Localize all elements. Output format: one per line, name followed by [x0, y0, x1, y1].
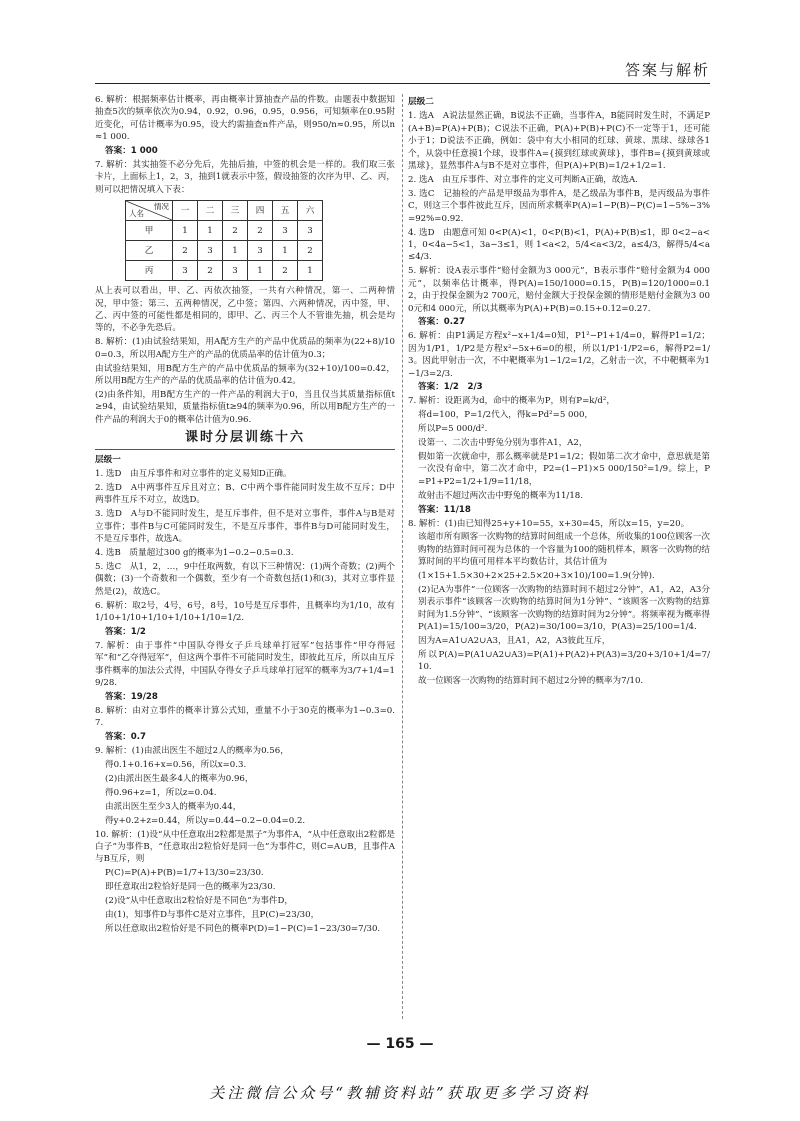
- l2-answer-7-line: 设第一、二次击中野兔分别为事件A1，A2，: [418, 438, 588, 449]
- row-name: 甲: [126, 221, 173, 241]
- l1-answer-5: 5. 选C 从1，2，…，9中任取两数，有以下三种情况：(1)两个奇数；(2)两个偶数；(3)一个奇数和一个偶数，至少有一个奇数包括(1)和(3)，其对立事件显然是(2)，故选C。: [95, 561, 395, 597]
- page-header: [95, 55, 710, 84]
- table-cell: 1: [298, 261, 323, 281]
- table-cell: 1: [273, 241, 298, 261]
- column-divider: [402, 94, 403, 1019]
- l2-answer-1: 1. 选A A说法显然正确，B说法不正确，当事件A，B能同时发生时，不满足P(A+B)=P(A)+P(B)；C说法不正确，P(A)+P(B)+P(C)不一定等于1，还可能小于1；D说法不正确，例如：袋中有大小相同的红球、黄球、黑球、绿球各1个，从袋中任意摸1个球，设事件A={摸到红球或黄球}，事件B={摸到黄球或黑球}，显然事件A与B不是对立事件，但P(A)+P(B)=1/2+1/2=1.: [408, 111, 710, 172]
- table-cell: 2: [198, 261, 223, 281]
- table-cell: 3: [273, 221, 298, 241]
- table-header-cell: 一: [173, 201, 198, 221]
- section-separator: [95, 449, 395, 450]
- l1-answer-10-line: P(C)=P(A)+P(B)=1/7+13/30=23/30.: [105, 868, 264, 879]
- level-two-label: 层级二: [408, 97, 434, 107]
- table-header-cell: 三: [223, 201, 248, 221]
- l1-answer-9-line: 得0.1+0.16+x=0.56，所以x=0.3.: [105, 759, 247, 770]
- answer-8-c: (2)由条件知，用B配方生产的一件产品的利润大于0，当且仅当其质量指标值t≥94，由试验结果知，质量指标值t≥94的频率为0.96，所以用B配方生产的一件产品的利润大于0的概率估计值为0.96.: [95, 390, 395, 425]
- l2-answer-8-line: 该超市所有顾客一次购物的结算时间组成一个总体，所收集的100位顾客一次购物的结算时间可视为总体的一个容量为100的随机样本，顾客一次购物的结算时间的平均值可用样本平均数估计，其估计值为: [418, 532, 710, 568]
- l2-answer-7-line: 7. 解析：设距离为d，命中的概率为P，则有P=k/d²，: [408, 396, 615, 407]
- answer-6-result: 答案：1 000: [105, 146, 158, 157]
- answer-8: 8. 解析：(1)由试验结果知，用A配方生产的产品中优质品的频率为(22+8)/100=0.3，所以用A配方生产的产品的优质品率的估计值为0.3；: [95, 337, 395, 360]
- table-cell: 1: [248, 261, 273, 281]
- l1-answer-9-line: (2)由派出医生最多4人的概率为0.96，: [105, 773, 254, 784]
- l2-answer-3: 3. 选C 记抽检的产品是甲级品为事件A，是乙级品为事件B，是丙级品为事件C，则这三个事件彼此互斥，因而所求概率P(A)=1−P(B)−P(C)=1−5%−3%=92%=0.92.: [408, 188, 710, 224]
- table-cell: 2: [223, 221, 248, 241]
- section-title: 课时分层训练十六: [184, 430, 305, 446]
- l2-answer-5: 5. 解析：设A表示事件“赔付金额为3 000元”，B表示事件“赔付金额为4 000元”，以频率估计概率，得P(A)=150/1000=0.15，P(B)=120/1000=0.12，由于投保金额为2 700元，赔付金额大于投保金额的情形是赔付金额为3 000元和4 000元，所以其概率为P(A)+P(B)=0.15+0.12=0.27.: [408, 266, 710, 314]
- l1-answer-2: 2. 选D A中两事件互斥且对立；B、C中两个事件能同时发生故不互斥；D中两事件互斥不对立，故选D。: [95, 482, 395, 506]
- l2-answer-7-line: 故射击不超过两次击中野兔的概率为11/18.: [418, 490, 583, 501]
- l2-answer-7-line: 将d=100，P=1/2代入，得k=Pd²=5 000，: [418, 410, 594, 421]
- l1-answer-6-result: 答案：1/2: [105, 626, 146, 637]
- table-header-cell: 六: [298, 201, 323, 221]
- l1-answer-1: 1. 选D 由互斥事件和对立事件的定义易知D正确。: [95, 469, 292, 480]
- table-header-cell: 四: [248, 201, 273, 221]
- right-column: [408, 94, 710, 689]
- l2-answer-8-line: 故一位顾客一次购物的结算时间不超过2分钟的概率为7/10.: [418, 676, 644, 687]
- l1-answer-9-line: 9. 解析：(1)由派出医生不超过2人的概率为0.56，: [95, 746, 289, 757]
- corner-bottom-label: 人名: [129, 208, 144, 218]
- l2-answer-2: 2. 选A 由互斥事件、对立事件的定义可判断A正确，故选A.: [408, 174, 638, 185]
- l1-answer-9-line: 得y+0.2+z=0.44，所以y=0.44−0.2−0.04=0.2.: [105, 815, 306, 826]
- l2-answer-8-line: 8. 解析：(1)由已知得25+y+10=55，x+30=45，所以x=15，y=20。: [408, 518, 690, 529]
- l1-answer-3: 3. 选D A与D不能同时发生，是互斥事件，但不是对立事件，事件A与B是对立事件；事件B与C可能同时发生，不是互斥事件，事件B与D可能同时发生，不是互斥事件，故选A。: [95, 509, 395, 545]
- l1-answer-10-line: 即任意取出2粒恰好是同一色的概率为23/30.: [105, 882, 276, 893]
- left-column: [95, 94, 395, 937]
- table-cell: 2: [298, 241, 323, 261]
- l1-answer-10-line: 所以任意取出2粒恰好是不同色的概率P(D)=1−P(C)=1−23/30=7/30.: [105, 923, 381, 934]
- table-header-row: [126, 201, 323, 221]
- l1-answer-4: 4. 选B 质量超过300 g的概率为1−0.2−0.5=0.3.: [95, 547, 294, 558]
- l1-answer-9-line: 由派出医生至少3人的概率为0.44，: [105, 801, 242, 812]
- l2-answer-6-result: 答案：1/2 2/3: [418, 382, 483, 393]
- table-cell: 3: [298, 221, 323, 241]
- row-name: 乙: [126, 241, 173, 261]
- l2-answer-4: 4. 选D 由题意可知 0<P(A)<1，0<P(B)<1，P(A)+P(B)≤1，即 0<2−a<1，0<4a−5<1，3a−3≤1，则 1<a<2，5/4<a<3/2，a≤4/3，解得5/4<a≤4/3.: [408, 227, 710, 263]
- footer-note: 关注微信公众号“教辅资料站”获取更多学习资料: [209, 1084, 591, 1102]
- corner-top-label: 情况: [154, 202, 169, 212]
- l1-answer-9-line: 得0.96+z=1，所以z=0.04.: [105, 787, 217, 798]
- l1-answer-10-line: 10. 解析：(1)设“从中任意取出2粒都是黑子”为事件A，“从中任意取出2粒都是白子”为事件B，“任意取出2粒恰好是同一色”为事件C，则C=A∪B，且事件A与B互斥，则: [95, 829, 395, 865]
- level-one-label: 层级一: [95, 454, 121, 465]
- table-cell: 1: [198, 221, 223, 241]
- table-row: [126, 241, 323, 261]
- answer-7-conclusion: 从上表可以看出，甲、乙、丙依次抽签，一共有六种情况，第一、二两种情况，甲中签；第三、五两种情况，乙中签；第四、六两种情况，丙中签，甲、乙、丙中签的可能性都是相同的，即甲、乙、丙三个人不管谁先抽，机会是均等的，不必争先恐后。: [95, 286, 395, 334]
- table-cell: 2: [173, 241, 198, 261]
- l2-answer-8-line: 所以P(A)=P(A1∪A2∪A3)=P(A1)+P(A2)+P(A3)=3/20+3/10+1/4=7/10.: [418, 650, 710, 673]
- table-corner: [126, 201, 173, 221]
- l1-answer-8-result: 答案：0.7: [105, 732, 147, 743]
- l1-answer-10-line: (2)设“从中任意取出2粒恰好是不同色”为事件D，: [105, 896, 294, 907]
- l1-answer-7-result: 答案：19/28: [105, 691, 158, 702]
- l2-answer-7-line: 所以P=5 000/d².: [418, 424, 488, 435]
- l1-answer-7: 7. 解析：由于事件“中国队夺得女子乒乓球单打冠军”包括事件“甲夺得冠军”和“乙夺得冠军”，但这两个事件不可能同时发生，即彼此互斥，所以由互斥事件概率的加法公式得，中国队夺得女子乒乓球单打冠军的概率为3/7+1/4=19/28.: [95, 640, 395, 689]
- answer-7: 7. 解析：其实抽签不必分先后，先抽后抽，中签的机会是一样的。我们取三张卡片，上面标上1，2，3，抽到1就表示中签，假设抽签的次序为甲、乙、丙，则可以把情况填入下表：: [95, 160, 395, 195]
- table-cell: 2: [273, 261, 298, 281]
- table-cell: 3: [198, 241, 223, 261]
- answer-6: 6. 解析：根据频率估计概率，再由概率计算抽查产品的件数。由题表中数据知抽查5次的频率依次为0.94，0.92，0.96，0.95，0.956，可知频率在0.95附近变化，可估计概率为0.95，设大约需抽查n件产品，则950/n≈0.95，所以n≈1 000.: [95, 95, 395, 143]
- answer-8-b: 由试验结果知，用B配方生产的产品中优质品的频率为(32+10)/100=0.42，所以用B配方生产的产品的优质品率的估计值为0.42。: [95, 363, 395, 387]
- l2-answer-5-result: 答案：0.27: [418, 317, 465, 328]
- table-header-cell: 五: [273, 201, 298, 221]
- l1-answer-8: 8. 解析：由对立事件的概率计算公式知，重量不小于30克的概率为1−0.3=0.7.: [95, 705, 395, 729]
- table-header-cell: 二: [198, 201, 223, 221]
- lottery-table: [125, 200, 323, 281]
- l2-answer-8-line: (2)记A为事件“一位顾客一次购物的结算时间不超过2分钟”，A1，A2，A3分别表示事件“该顾客一次购物的结算时间为1分钟”、“该顾客一次购物的结算时间为1.5分钟”、“该顾客一次购物的结算时间为2分钟”。将频率视为概率得P(A1)=15/100=3/20，P(A2)=30/100=3/10，P(A3)=25/100=1/4.: [418, 585, 710, 633]
- l2-answer-6: 6. 解析：由P1满足方程x²−x+1/4=0知，P1²−P1+1/4=0，解得P1=1/2；因为1/P1，1/P2是方程x²−5x+6=0的根，所以1/P1·1/P2=6，解得P2=1/3。因此甲射击一次，不中靶概率为1−1/2=1/2，乙射击一次，不中靶概率为1−1/3=2/3.: [408, 331, 710, 379]
- table-row: [126, 221, 323, 241]
- l2-answer-7-result: 答案：11/18: [418, 504, 471, 515]
- table-cell: 3: [248, 241, 273, 261]
- table-row: [126, 261, 323, 281]
- l2-answer-7-line: 假如第一次就命中，那么概率就是P1=1/2；假如第二次才命中，意思就是第一次没有命中，第二次才命中，P2=(1−P1)×5 000/150²=1/9。综上，P=P1+P2=1/2+1/9=11/18，: [418, 451, 710, 487]
- page-number: — 165 —: [366, 1036, 434, 1052]
- table-cell: 1: [223, 241, 248, 261]
- header-title: 答案与解析: [624, 61, 710, 79]
- l2-answer-8-line: (1×15+1.5×30+2×25+2.5×20+3×10)/100=1.9(分钟).: [418, 571, 655, 582]
- table-cell: 2: [248, 221, 273, 241]
- l2-answer-8-line: 因为A=A1∪A2∪A3，且A1，A2，A3彼此互斥，: [418, 636, 611, 647]
- table-cell: 1: [173, 221, 198, 241]
- table-cell: 3: [223, 261, 248, 281]
- table-cell: 3: [173, 261, 198, 281]
- l1-answer-10-line: 由(1)，知事件D与事件C是对立事件，且P(C)=23/30，: [105, 909, 320, 920]
- l1-answer-6: 6. 解析：取2号，4号，6号，8号，10号是互斥事件，且概率均为1/10，故有1/10+1/10+1/10+1/10+1/10=1/2.: [95, 600, 395, 623]
- row-name: 丙: [126, 261, 173, 281]
